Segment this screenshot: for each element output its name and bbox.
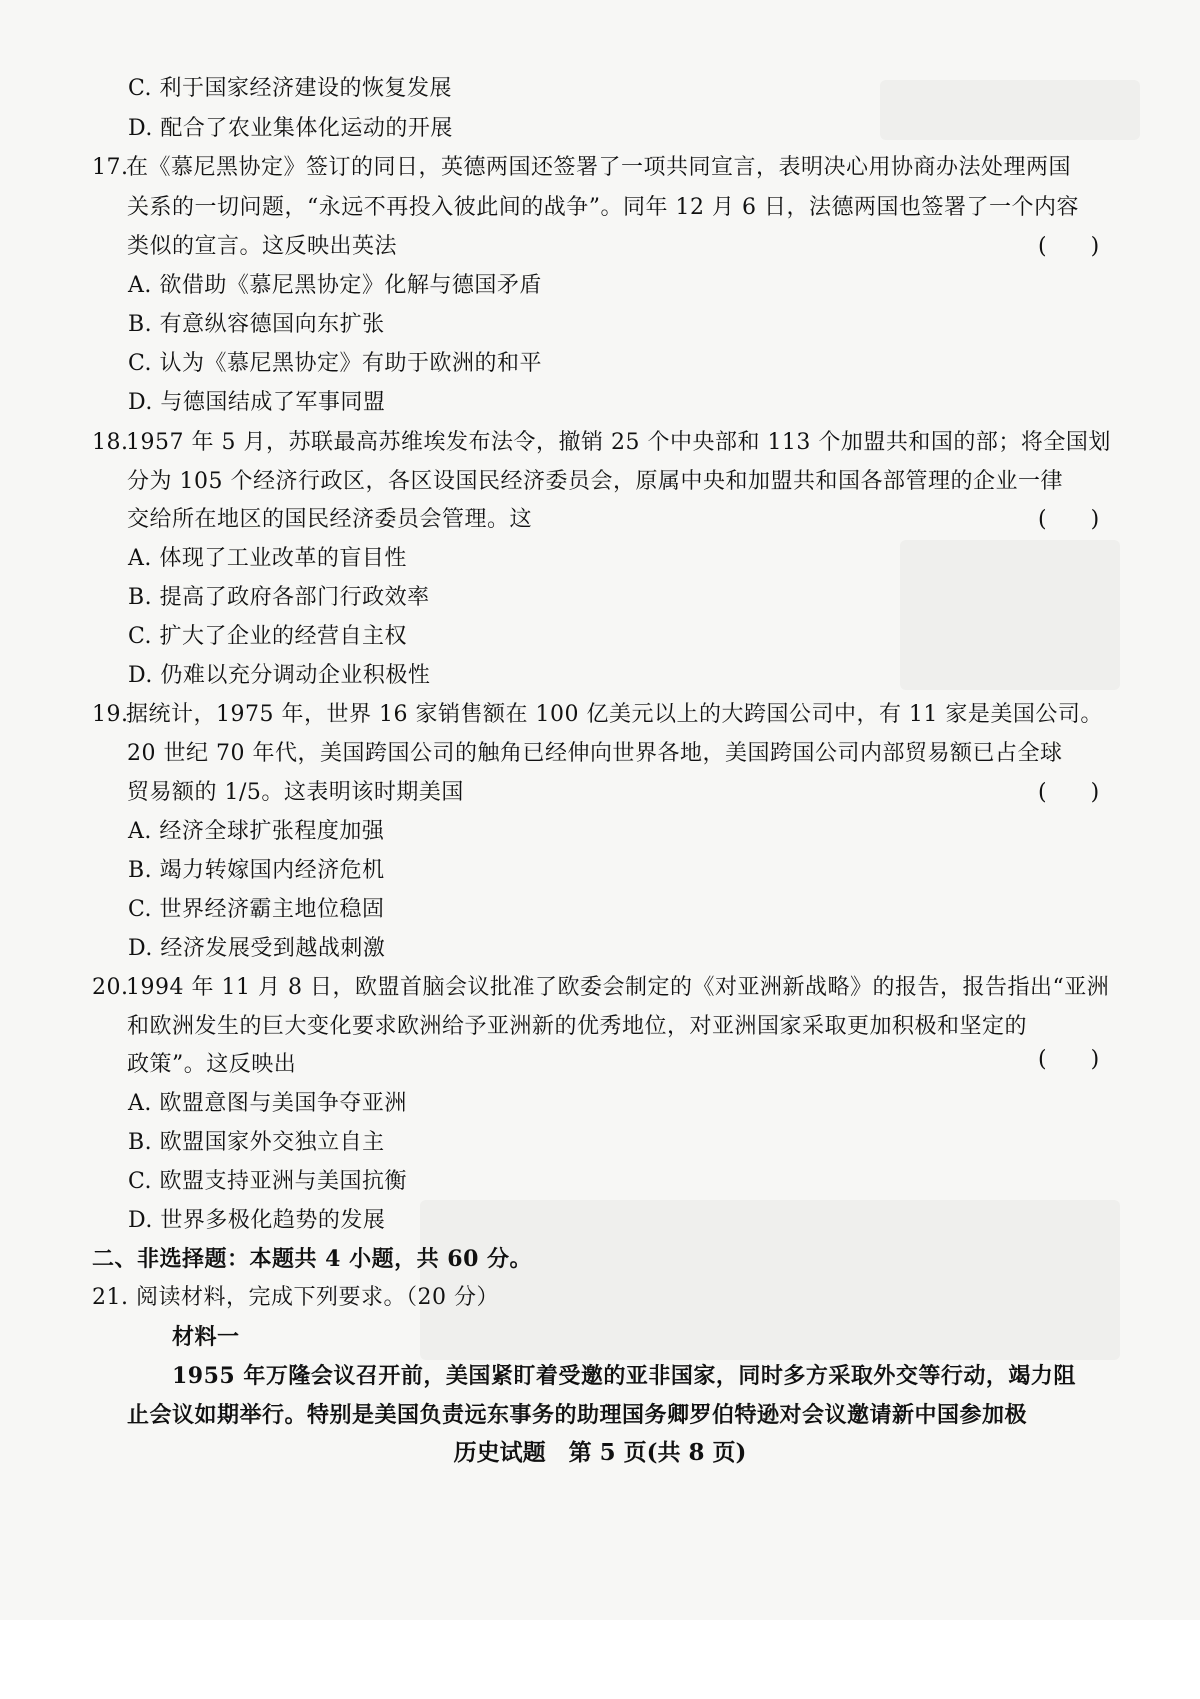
q19-stem-line-1: 据统计，1975 年，世界 16 家销售额在 100 亿美元以上的大跨国公司中，有 11 家是美国公司。 <box>126 702 1103 727</box>
q17-answer-blank: ( ) <box>1038 234 1100 259</box>
q17-option-d: D. 与德国结成了军事同盟 <box>128 390 386 415</box>
q20-option-c: C. 欧盟支持亚洲与美国抗衡 <box>128 1169 408 1194</box>
q20-stem-line-2: 和欧洲发生的巨大变化要求欧洲给予亚洲新的优秀地位，对亚洲国家采取更加积极和坚定的 <box>127 1014 1028 1039</box>
q20-stem-line-1: 1994 年 11 月 8 日，欧盟首脑会议批准了欧委会制定的《对亚洲新战略》的报告，报告指出“亚洲 <box>126 975 1110 1000</box>
page-footer: 历史试题 第 5 页(共 8 页) <box>453 1439 747 1466</box>
q18-option-a: A. 体现了工业改革的盲目性 <box>128 546 407 571</box>
q18-stem-line-2: 分为 105 个经济行政区，各区设国民经济委员会，原属中央和加盟共和国各部管理的企业一律 <box>127 469 1063 494</box>
q18-option-c: C. 扩大了企业的经营自主权 <box>128 624 408 649</box>
section-2-heading: 二、非选择题：本题共 4 小题，共 60 分。 <box>92 1246 533 1272</box>
q21-material-line-2: 止会议如期举行。特别是美国负责远东事务的助理国务卿罗伯特逊对会议邀请新中国参加极 <box>127 1402 1028 1428</box>
q21-intro: 21. 阅读材料，完成下列要求。（20 分） <box>92 1285 499 1310</box>
q19-number: 19. <box>92 702 129 727</box>
q18-option-b: B. 提高了政府各部门行政效率 <box>128 585 430 610</box>
q19-option-a: A. 经济全球扩张程度加强 <box>128 819 385 844</box>
q18-number: 18. <box>92 430 129 455</box>
q19-option-d: D. 经济发展受到越战刺激 <box>128 936 386 961</box>
bleed-through-2 <box>900 540 1120 690</box>
q20-number: 20. <box>92 975 129 1000</box>
q17-stem-line-3: 类似的宣言。这反映出英法 <box>127 234 398 259</box>
bleed-through-1 <box>880 80 1140 140</box>
q18-option-d: D. 仍难以充分调动企业积极性 <box>128 663 431 688</box>
q20-answer-blank: ( ) <box>1038 1047 1100 1072</box>
q21-material-label: 材料一 <box>172 1324 240 1350</box>
q18-stem-line-1: 1957 年 5 月，苏联最高苏维埃发布法令，撤销 25 个中央部和 113 个加盟共和国的部；将全国划 <box>126 430 1111 455</box>
q20-option-a: A. 欧盟意图与美国争夺亚洲 <box>128 1091 407 1116</box>
q19-option-c: C. 世界经济霸主地位稳固 <box>128 897 385 922</box>
q19-option-b: B. 竭力转嫁国内经济危机 <box>128 858 385 883</box>
q17-stem-line-1: 在《慕尼黑协定》签订的同日，英德两国还签署了一项共同宣言，表明决心用协商办法处理两国 <box>126 155 1072 180</box>
q16-option-c: C. 利于国家经济建设的恢复发展 <box>128 76 453 101</box>
q17-option-a: A. 欲借助《慕尼黑协定》化解与德国矛盾 <box>128 273 542 298</box>
q19-answer-blank: ( ) <box>1038 780 1100 805</box>
q18-answer-blank: ( ) <box>1038 507 1100 532</box>
q20-option-d: D. 世界多极化趋势的发展 <box>128 1208 386 1233</box>
q21-material-line-1: 1955 年万隆会议召开前，美国紧盯着受邀的亚非国家，同时多方采取外交等行动，竭力阻 <box>172 1363 1076 1389</box>
q18-stem-line-3: 交给所在地区的国民经济委员会管理。这 <box>127 507 533 532</box>
q17-option-b: B. 有意纵容德国向东扩张 <box>128 312 385 337</box>
q20-option-b: B. 欧盟国家外交独立自主 <box>128 1130 385 1155</box>
q17-number: 17. <box>92 155 129 180</box>
q19-stem-line-2: 20 世纪 70 年代，美国跨国公司的触角已经伸向世界各地，美国跨国公司内部贸易额已占全球 <box>127 741 1063 766</box>
q17-stem-line-2: 关系的一切问题，“永远不再投入彼此间的战争”。同年 12 月 6 日，法德两国也签署了一个内容 <box>127 195 1079 220</box>
q16-option-d: D. 配合了农业集体化运动的开展 <box>128 116 453 141</box>
q20-stem-line-3: 政策”。这反映出 <box>127 1052 297 1077</box>
q17-option-c: C. 认为《慕尼黑协定》有助于欧洲的和平 <box>128 351 543 376</box>
q19-stem-line-3: 贸易额的 1/5。这表明该时期美国 <box>127 780 464 805</box>
bleed-through-3 <box>420 1200 1120 1360</box>
